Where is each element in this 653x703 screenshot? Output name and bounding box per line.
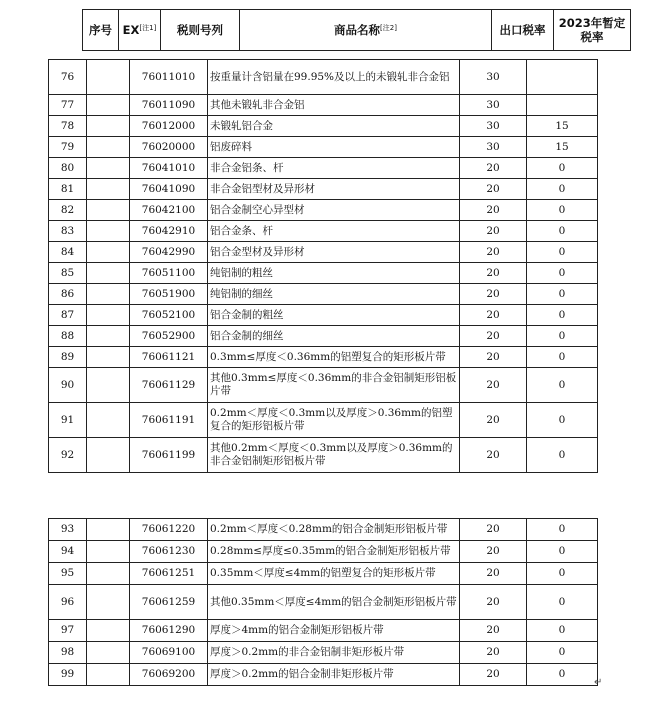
row-provisional-rate: 0 xyxy=(527,541,598,563)
table-row xyxy=(49,347,598,368)
row-seq: 94 xyxy=(49,541,87,563)
row-name: 厚度＞0.2mm的铝合金制非矩形板片带 xyxy=(208,664,460,686)
row-export-rate: 20 xyxy=(460,438,527,473)
row-code: 76061191 xyxy=(130,403,208,438)
row-export-rate: 20 xyxy=(460,158,527,179)
table-row xyxy=(49,284,598,305)
table-row xyxy=(49,664,598,686)
tariff-table-part1 xyxy=(48,59,598,473)
row-seq: 88 xyxy=(49,326,87,347)
row-name: 非合金铝条、杆 xyxy=(208,158,460,179)
row-provisional-rate: 0 xyxy=(527,326,598,347)
row-export-rate: 30 xyxy=(460,95,527,116)
row-export-rate: 20 xyxy=(460,305,527,326)
row-provisional-rate xyxy=(527,60,598,95)
row-ex xyxy=(87,326,130,347)
row-export-rate: 20 xyxy=(460,326,527,347)
row-export-rate: 20 xyxy=(460,620,527,642)
row-seq: 84 xyxy=(49,242,87,263)
row-provisional-rate: 0 xyxy=(527,642,598,664)
row-name: 0.3mm≤厚度＜0.36mm的铝塑复合的矩形板片带 xyxy=(208,347,460,368)
row-provisional-rate: 0 xyxy=(527,403,598,438)
row-ex xyxy=(87,664,130,686)
row-seq: 92 xyxy=(49,438,87,473)
row-code: 76052100 xyxy=(130,305,208,326)
tariff-table-part2 xyxy=(48,518,598,686)
row-code: 76061199 xyxy=(130,438,208,473)
row-export-rate: 30 xyxy=(460,137,527,158)
row-provisional-rate: 0 xyxy=(527,263,598,284)
row-code: 76041010 xyxy=(130,158,208,179)
row-provisional-rate: 0 xyxy=(527,519,598,541)
row-ex xyxy=(87,585,130,620)
row-code: 76061121 xyxy=(130,347,208,368)
table-row xyxy=(49,541,598,563)
row-seq: 79 xyxy=(49,137,87,158)
row-name: 按重量计含铝量在99.95%及以上的未锻轧非合金铝 xyxy=(208,60,460,95)
row-provisional-rate: 0 xyxy=(527,242,598,263)
row-seq: 78 xyxy=(49,116,87,137)
row-seq: 98 xyxy=(49,642,87,664)
row-seq: 95 xyxy=(49,563,87,585)
row-seq: 93 xyxy=(49,519,87,541)
table-row xyxy=(49,60,598,95)
row-code: 76042100 xyxy=(130,200,208,221)
row-ex xyxy=(87,221,130,242)
table-row xyxy=(49,326,598,347)
header-provisional-rate: 2023年暂定税率 xyxy=(554,10,631,51)
row-seq: 76 xyxy=(49,60,87,95)
row-seq: 81 xyxy=(49,179,87,200)
table-row xyxy=(49,242,598,263)
table-row xyxy=(49,403,598,438)
row-name: 其他0.2mm＜厚度＜0.3mm以及厚度＞0.36mm的非合金铝制矩形铝板片带 xyxy=(208,438,460,473)
row-export-rate: 20 xyxy=(460,563,527,585)
row-ex xyxy=(87,368,130,403)
row-name: 厚度＞0.2mm的非合金铝制非矩形板片带 xyxy=(208,642,460,664)
row-code: 76061259 xyxy=(130,585,208,620)
row-export-rate: 30 xyxy=(460,60,527,95)
table-row xyxy=(49,179,598,200)
row-name: 其他0.35mm＜厚度≤4mm的铝合金制矩形铝板片带 xyxy=(208,585,460,620)
row-export-rate: 20 xyxy=(460,541,527,563)
row-code: 76061251 xyxy=(130,563,208,585)
row-name: 未锻轧铝合金 xyxy=(208,116,460,137)
header-ex: EX[注1] xyxy=(119,10,161,51)
table-row xyxy=(49,519,598,541)
row-code: 76041090 xyxy=(130,179,208,200)
row-export-rate: 20 xyxy=(460,200,527,221)
table-row xyxy=(49,137,598,158)
table-row xyxy=(49,585,598,620)
row-seq: 85 xyxy=(49,263,87,284)
row-ex xyxy=(87,60,130,95)
row-name: 其他未锻轧非合金铝 xyxy=(208,95,460,116)
row-export-rate: 20 xyxy=(460,519,527,541)
row-ex xyxy=(87,519,130,541)
row-ex xyxy=(87,541,130,563)
row-code: 76011090 xyxy=(130,95,208,116)
row-export-rate: 20 xyxy=(460,284,527,305)
row-provisional-rate: 0 xyxy=(527,438,598,473)
table-row xyxy=(49,116,598,137)
row-name: 纯铝制的细丝 xyxy=(208,284,460,305)
row-name: 非合金铝型材及异形材 xyxy=(208,179,460,200)
row-seq: 96 xyxy=(49,585,87,620)
row-name: 0.2mm＜厚度＜0.3mm以及厚度＞0.36mm的铝塑复合的矩形铝板片带 xyxy=(208,403,460,438)
table-row xyxy=(49,305,598,326)
row-provisional-rate: 0 xyxy=(527,200,598,221)
row-ex xyxy=(87,95,130,116)
row-seq: 80 xyxy=(49,158,87,179)
row-provisional-rate: 0 xyxy=(527,158,598,179)
row-provisional-rate: 0 xyxy=(527,284,598,305)
row-ex xyxy=(87,620,130,642)
row-seq: 82 xyxy=(49,200,87,221)
row-code: 76012000 xyxy=(130,116,208,137)
row-ex xyxy=(87,284,130,305)
row-export-rate: 20 xyxy=(460,242,527,263)
row-code: 76069100 xyxy=(130,642,208,664)
row-name: 厚度＞4mm的铝合金制矩形铝板片带 xyxy=(208,620,460,642)
row-code: 76042910 xyxy=(130,221,208,242)
row-seq: 77 xyxy=(49,95,87,116)
row-ex xyxy=(87,263,130,284)
row-name: 0.35mm＜厚度≤4mm的铝塑复合的矩形板片带 xyxy=(208,563,460,585)
row-code: 76061220 xyxy=(130,519,208,541)
table-row xyxy=(49,368,598,403)
header-export-rate: 出口税率 xyxy=(492,10,554,51)
row-ex xyxy=(87,158,130,179)
row-ex xyxy=(87,563,130,585)
row-export-rate: 20 xyxy=(460,221,527,242)
row-provisional-rate: 0 xyxy=(527,305,598,326)
row-provisional-rate: 0 xyxy=(527,664,598,686)
row-provisional-rate: 0 xyxy=(527,179,598,200)
table-row xyxy=(49,263,598,284)
row-ex xyxy=(87,242,130,263)
header-ex-note: [注1] xyxy=(139,24,157,32)
header-seq: 序号 xyxy=(83,10,119,51)
row-export-rate: 30 xyxy=(460,116,527,137)
row-ex xyxy=(87,116,130,137)
row-export-rate: 20 xyxy=(460,368,527,403)
table-row xyxy=(49,438,598,473)
row-ex xyxy=(87,137,130,158)
row-code: 76069200 xyxy=(130,664,208,686)
row-name: 铝合金制空心异型材 xyxy=(208,200,460,221)
row-name: 0.28mm≤厚度≤0.35mm的铝合金制矩形铝板片带 xyxy=(208,541,460,563)
row-code: 76042990 xyxy=(130,242,208,263)
row-export-rate: 20 xyxy=(460,179,527,200)
row-provisional-rate xyxy=(527,95,598,116)
row-provisional-rate: 15 xyxy=(527,137,598,158)
header-name: 商品名称[注2] xyxy=(240,10,492,51)
row-seq: 90 xyxy=(49,368,87,403)
row-seq: 83 xyxy=(49,221,87,242)
row-ex xyxy=(87,347,130,368)
row-code: 76061290 xyxy=(130,620,208,642)
row-provisional-rate: 0 xyxy=(527,347,598,368)
row-provisional-rate: 0 xyxy=(527,221,598,242)
row-name: 铝合金制的粗丝 xyxy=(208,305,460,326)
row-provisional-rate: 15 xyxy=(527,116,598,137)
table-row xyxy=(49,200,598,221)
row-provisional-rate: 0 xyxy=(527,368,598,403)
row-code: 76051100 xyxy=(130,263,208,284)
row-ex xyxy=(87,305,130,326)
row-name: 其他0.3mm≤厚度＜0.36mm的非合金铝制矩形铝板片带 xyxy=(208,368,460,403)
row-export-rate: 20 xyxy=(460,347,527,368)
row-seq: 99 xyxy=(49,664,87,686)
row-seq: 89 xyxy=(49,347,87,368)
row-name: 0.2mm＜厚度＜0.28mm的铝合金制矩形铝板片带 xyxy=(208,519,460,541)
row-export-rate: 20 xyxy=(460,585,527,620)
header-name-note: [注2] xyxy=(380,24,397,32)
row-code: 76020000 xyxy=(130,137,208,158)
row-ex xyxy=(87,438,130,473)
row-ex xyxy=(87,200,130,221)
row-export-rate: 20 xyxy=(460,642,527,664)
table-row xyxy=(49,158,598,179)
row-name: 铝合金型材及异形材 xyxy=(208,242,460,263)
row-ex xyxy=(87,179,130,200)
paragraph-mark: ↵ xyxy=(594,677,603,688)
row-name: 铝废碎料 xyxy=(208,137,460,158)
row-seq: 86 xyxy=(49,284,87,305)
row-seq: 87 xyxy=(49,305,87,326)
row-ex xyxy=(87,642,130,664)
row-code: 76052900 xyxy=(130,326,208,347)
row-code: 76011010 xyxy=(130,60,208,95)
table-header xyxy=(82,9,631,51)
table-row xyxy=(49,221,598,242)
row-code: 76061129 xyxy=(130,368,208,403)
row-name: 铝合金条、杆 xyxy=(208,221,460,242)
row-export-rate: 20 xyxy=(460,664,527,686)
row-name: 纯铝制的粗丝 xyxy=(208,263,460,284)
row-provisional-rate: 0 xyxy=(527,620,598,642)
table-row xyxy=(49,95,598,116)
row-code: 76051900 xyxy=(130,284,208,305)
table-row xyxy=(49,642,598,664)
row-seq: 91 xyxy=(49,403,87,438)
row-code: 76061230 xyxy=(130,541,208,563)
row-provisional-rate: 0 xyxy=(527,563,598,585)
row-export-rate: 20 xyxy=(460,403,527,438)
row-provisional-rate: 0 xyxy=(527,585,598,620)
table-row xyxy=(49,563,598,585)
row-ex xyxy=(87,403,130,438)
row-seq: 97 xyxy=(49,620,87,642)
header-code: 税则号列 xyxy=(161,10,240,51)
row-name: 铝合金制的细丝 xyxy=(208,326,460,347)
table-row xyxy=(49,620,598,642)
row-export-rate: 20 xyxy=(460,263,527,284)
